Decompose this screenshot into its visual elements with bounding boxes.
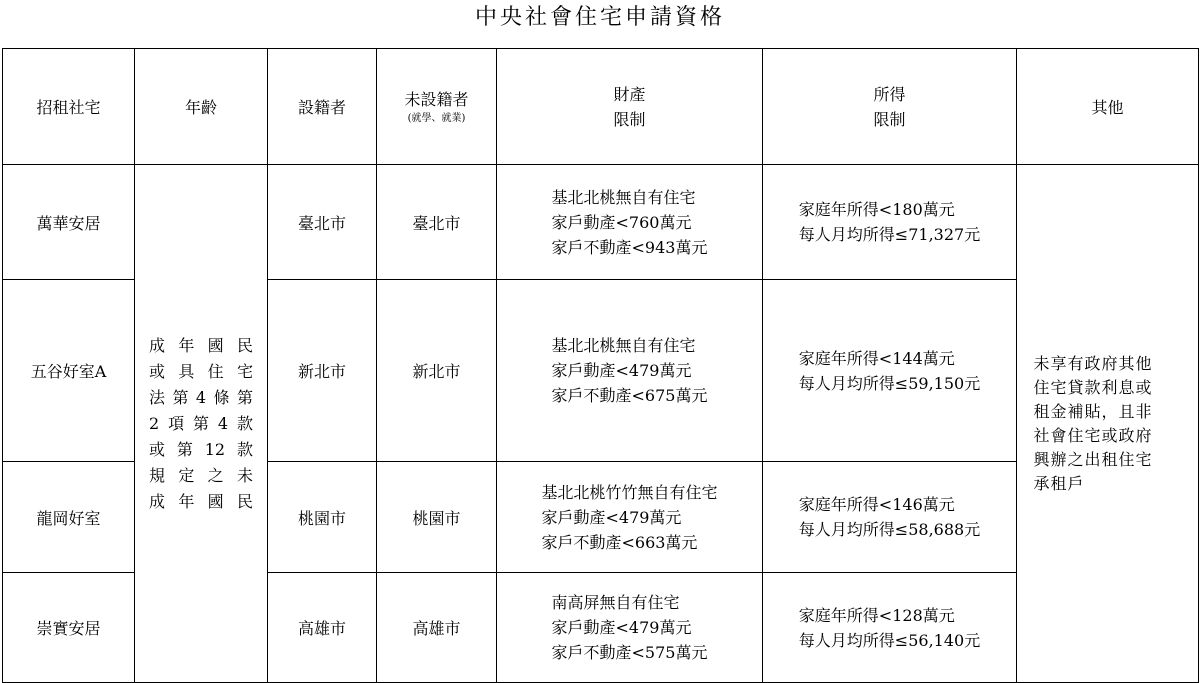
unregistered-city: 新北市	[377, 280, 497, 462]
page-title: 中央社會住宅申請資格	[474, 5, 725, 30]
project-name: 龍岡好室	[3, 462, 135, 573]
table-row	[3, 165, 1199, 280]
unregistered-city: 臺北市	[377, 165, 497, 280]
project-name: 萬華安居	[3, 165, 135, 280]
unregistered-city: 桃園市	[377, 462, 497, 573]
property-limit: 基北北桃無自有住宅 家戶動產<479萬元 家戶不動產<675萬元	[497, 280, 763, 462]
header-project: 招租社宅	[3, 49, 135, 165]
property-limit: 南高屏無自有住宅 家戶動產<479萬元 家戶不動產<575萬元	[497, 573, 763, 683]
income-limit: 家庭年所得<144萬元 每人月均所得≤59,150元	[763, 280, 1017, 462]
header-property: 財產 限制	[497, 49, 763, 165]
registered-city: 新北市	[268, 280, 377, 462]
unregistered-city: 高雄市	[377, 573, 497, 683]
project-name: 崇實安居	[3, 573, 135, 683]
header-income: 所得 限制	[763, 49, 1017, 165]
header-row	[3, 49, 1199, 165]
registered-city: 臺北市	[268, 165, 377, 280]
registered-city: 桃園市	[268, 462, 377, 573]
property-limit: 基北北桃無自有住宅 家戶動產<760萬元 家戶不動產<943萬元	[497, 165, 763, 280]
income-limit: 家庭年所得<180萬元 每人月均所得≤71,327元	[763, 165, 1017, 280]
income-limit: 家庭年所得<146萬元 每人月均所得≤58,688元	[763, 462, 1017, 573]
project-name: 五谷好室A	[3, 280, 135, 462]
age-requirement: 成年國民 或具住宅 法第4條第 2項第4款 或第12款 規定之未 成年國民	[135, 165, 268, 683]
registered-city: 高雄市	[268, 573, 377, 683]
header-other: 其他	[1017, 49, 1199, 165]
property-limit: 基北北桃竹竹無自有住宅 家戶動產<479萬元 家戶不動產<663萬元	[497, 462, 763, 573]
header-registered: 設籍者	[268, 49, 377, 165]
header-unregistered: 未設籍者 (就學、就業)	[377, 49, 497, 165]
header-age: 年齡	[135, 49, 268, 165]
other-requirement: 未享有政府其他 住宅貸款利息或 租金補貼，且非 社會住宅或政府 興辦之出租住宅 承租戶	[1017, 165, 1199, 683]
header-unregistered-note: (就學、就業)	[407, 113, 466, 124]
income-limit: 家庭年所得<128萬元 每人月均所得≤56,140元	[763, 573, 1017, 683]
eligibility-table	[2, 48, 1199, 683]
